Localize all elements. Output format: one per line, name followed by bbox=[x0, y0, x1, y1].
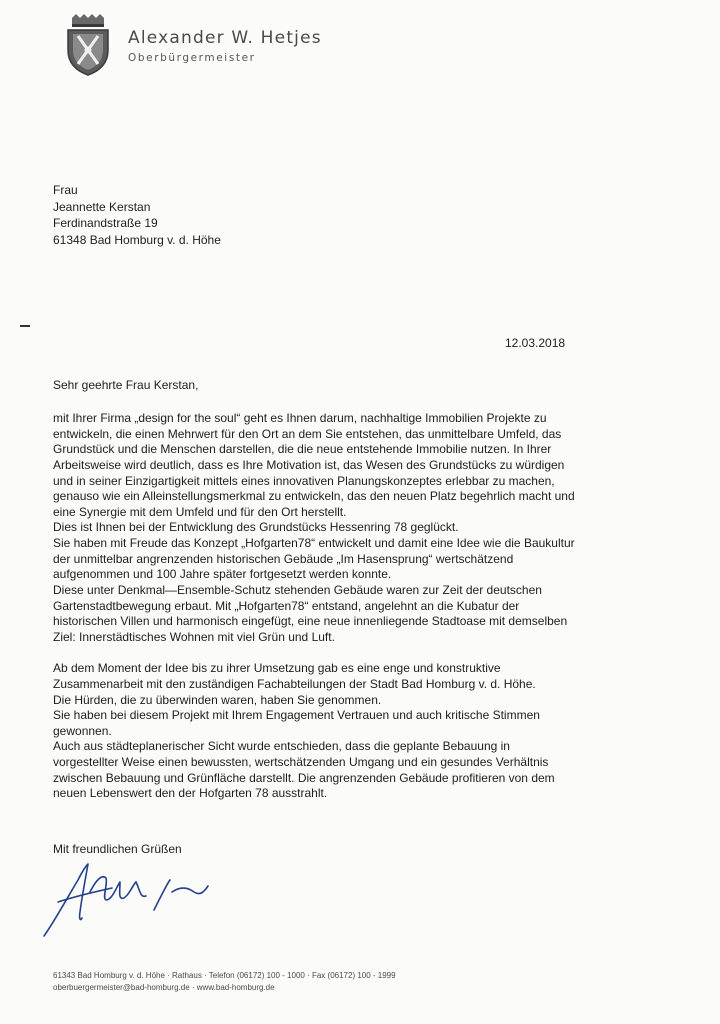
body-line: aufgenommen und 100 Jahre später fortgesetzt werden konnte. bbox=[53, 567, 392, 582]
body-line: Dies ist Ihnen bei der Entwicklung des Grundstücks Hessenring 78 geglückt. bbox=[53, 520, 459, 535]
body-line: der unmittelbar angrenzenden historischen Gebäude „Im Hasensprung“ wertschätzend bbox=[53, 551, 514, 566]
coat-of-arms-icon bbox=[64, 14, 112, 76]
letterhead bbox=[128, 28, 322, 64]
body-line: Die Hürden, die zu überwinden waren, haben Sie genommen. bbox=[53, 692, 382, 707]
letter-date: 12.03.2018 bbox=[505, 336, 566, 350]
sender-title: Oberbürgermeister bbox=[128, 52, 256, 64]
body-line: Sie haben bei diesem Projekt mit Ihrem Engagement Vertrauen und auch kritische Stimmen bbox=[53, 708, 540, 723]
letter-footer bbox=[53, 970, 396, 993]
fold-mark bbox=[20, 325, 30, 327]
footer-contact: oberbuergermeister@bad-homburg.de · www.bad-homburg.de bbox=[53, 982, 275, 992]
signature bbox=[36, 852, 211, 942]
body-line: neuen Lebenswert den der Hofgarten 78 ausstrahlt. bbox=[53, 786, 328, 801]
body-line: zwischen Bebauung und Grünfläche darstellt. Die angrenzenden Gebäude profitieren von dem bbox=[53, 770, 555, 785]
recipient-line: Frau bbox=[53, 183, 78, 197]
body-line: historischen Villen und harmonisch eingefügt, eine neue innenliegende Stadtoase mit demselben bbox=[53, 614, 568, 629]
closing: Mit freundlichen Grüßen bbox=[53, 842, 182, 856]
body-line: mit Ihrer Firma „design for the soul“ geht es Ihnen darum, nachhaltige Immobilien Projekte zu bbox=[53, 411, 547, 425]
recipient-line: Ferdinandstraße 19 bbox=[53, 216, 158, 230]
body-line: Gartenstadtbewegung erbaut. Mit „Hofgarten78“ entstand, angelehnt an die Kubatur der bbox=[53, 598, 520, 613]
recipient-line: 61348 Bad Homburg v. d. Höhe bbox=[53, 232, 221, 247]
letter-body bbox=[53, 411, 693, 802]
body-line: Zusammenarbeit mit den zuständigen Fachabteilungen der Stadt Bad Homburg v. d. Höhe. bbox=[53, 676, 536, 691]
body-line: Diese unter Denkmal—Ensemble-Schutz stehenden Gebäude waren zur Zeit der deutschen bbox=[53, 583, 542, 598]
recipient-line: Jeannette Kerstan bbox=[53, 199, 151, 214]
body-line: entwickeln, die einen Mehrwert für den Ort an dem Sie entstehen, das unmittelbare Umfeld, das bbox=[53, 426, 562, 441]
body-line: Arbeitsweise wird deutlich, dass es Ihre Motivation ist, das Wesen des Grundstücks zu würdigen bbox=[53, 457, 565, 472]
body-line: gewonnen. bbox=[53, 723, 112, 738]
recipient-address bbox=[53, 182, 221, 248]
body-line: genauso wie ein Alleinstellungsmerkmal zu entwickeln, das den neuen Platz begehrlich macht und bbox=[53, 489, 575, 504]
body-line: Auch aus städteplanerischer Sicht wurde entschieden, dass die geplante Bebauung in bbox=[53, 739, 510, 754]
footer-address: 61343 Bad Homburg v. d. Höhe · Rathaus · Telefon (06172) 100 - 1000 · Fax (06172) 100 - 1999 bbox=[53, 971, 396, 980]
body-line: vorgestellter Weise einen bewussten, wertschätzenden Umgang und ein gesundes Verhältnis bbox=[53, 755, 549, 770]
body-line: Sie haben mit Freude das Konzept „Hofgarten78“ entwickelt und damit eine Idee wie die Baukultur bbox=[53, 536, 575, 551]
body-line: Grundstück und die Menschen darstellen, die die neue entstehende Immobilie nutzen. In Ihrer bbox=[53, 442, 552, 457]
body-line: und in seiner Einzigartigkeit mittels eines innovativen Planungskonzeptes erlebbar zu machen, bbox=[53, 473, 555, 488]
paragraph-gap bbox=[53, 646, 693, 662]
body-line: eine Synergie mit dem Umfeld und für den Ort herstellt. bbox=[53, 504, 347, 519]
body-line: Ziel: Innerstädtisches Wohnen mit viel Grün und Luft. bbox=[53, 629, 335, 644]
salutation: Sehr geehrte Frau Kerstan, bbox=[53, 378, 199, 392]
body-line: Ab dem Moment der Idee bis zu ihrer Umsetzung gab es eine enge und konstruktive bbox=[53, 661, 501, 676]
sender-name: Alexander W. Hetjes bbox=[128, 28, 322, 48]
